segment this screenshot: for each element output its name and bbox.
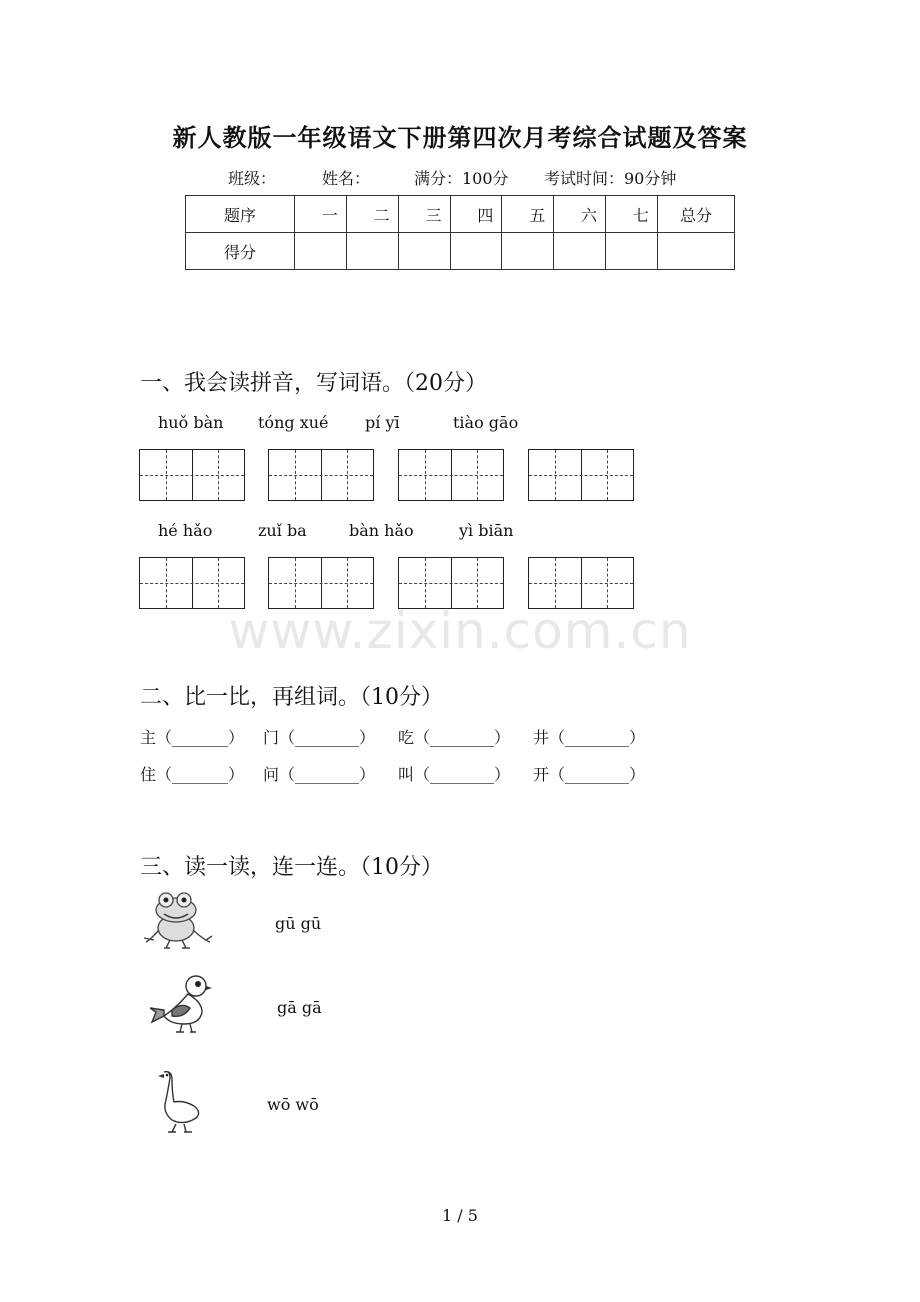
score-table-score-row [186,233,735,270]
pinyin-label: bàn hǎo [349,521,414,540]
sound-label[interactable]: gū gū [275,914,322,933]
name-label: 姓名： [322,169,371,188]
compare-item[interactable]: 住（_______） [140,765,245,784]
compare-item[interactable]: 主（_______） [140,728,245,747]
score-header-cell: 七 [606,196,658,233]
score-table-header-row [186,196,735,233]
compare-item[interactable]: 门（________） [263,728,376,747]
score-header-cell: 四 [450,196,502,233]
pinyin-label: tiào gāo [453,413,519,432]
score-cell[interactable] [450,233,502,270]
compare-item[interactable]: 叫（________） [398,765,511,784]
compare-item[interactable]: 井（________） [533,728,646,747]
watermark: www.zixin.com.cn [228,602,692,660]
section1-title: 一、我会读拼音，写词语。（20分） [140,371,487,396]
score-header-cell: 五 [502,196,554,233]
full-score: 满分：100分 [414,169,509,188]
score-cell[interactable] [346,233,398,270]
section3-title: 三、读一读，连一连。（10分） [140,855,443,880]
pinyin-label: pí yī [365,413,400,432]
pinyin-label: hé hǎo [158,521,213,540]
score-header-cell: 二 [346,196,398,233]
compare-item[interactable]: 吃（________） [398,728,511,747]
score-header-cell: 三 [398,196,450,233]
compare-item[interactable]: 开（________） [533,765,646,784]
score-cell[interactable] [657,233,734,270]
pinyin-label: tóng xué [258,413,329,432]
score-header-cell: 题序 [186,196,295,233]
writing-grid[interactable] [528,449,634,501]
class-label: 班级： [228,169,277,188]
exam-time: 考试时间：90分钟 [544,169,677,188]
pinyin-label: yì biān [459,521,514,540]
score-table [185,195,735,270]
frog-icon [142,890,214,950]
score-header-cell: 六 [554,196,606,233]
score-cell[interactable] [502,233,554,270]
score-header-cell: 总分 [657,196,734,233]
score-row-label: 得分 [186,233,295,270]
sound-label[interactable]: wō wō [267,1095,319,1114]
goose-icon [150,1068,204,1134]
score-cell[interactable] [606,233,658,270]
pinyin-label: huǒ bàn [158,413,224,432]
writing-grid[interactable] [398,449,504,501]
compare-item[interactable]: 问（________） [263,765,376,784]
writing-grid[interactable] [139,449,245,501]
score-cell[interactable] [398,233,450,270]
pinyin-label: zuǐ ba [258,521,307,540]
score-cell[interactable] [295,233,347,270]
writing-grid[interactable] [268,449,374,501]
page-number: 1 / 5 [442,1206,478,1225]
sound-label[interactable]: gā gā [277,998,322,1017]
score-cell[interactable] [554,233,606,270]
section2-title: 二、比一比，再组词。（10分） [140,685,443,710]
page-title: 新人教版一年级语文下册第四次月考综合试题及答案 [172,123,748,152]
pigeon-icon [150,972,214,1034]
score-header-cell: 一 [295,196,347,233]
